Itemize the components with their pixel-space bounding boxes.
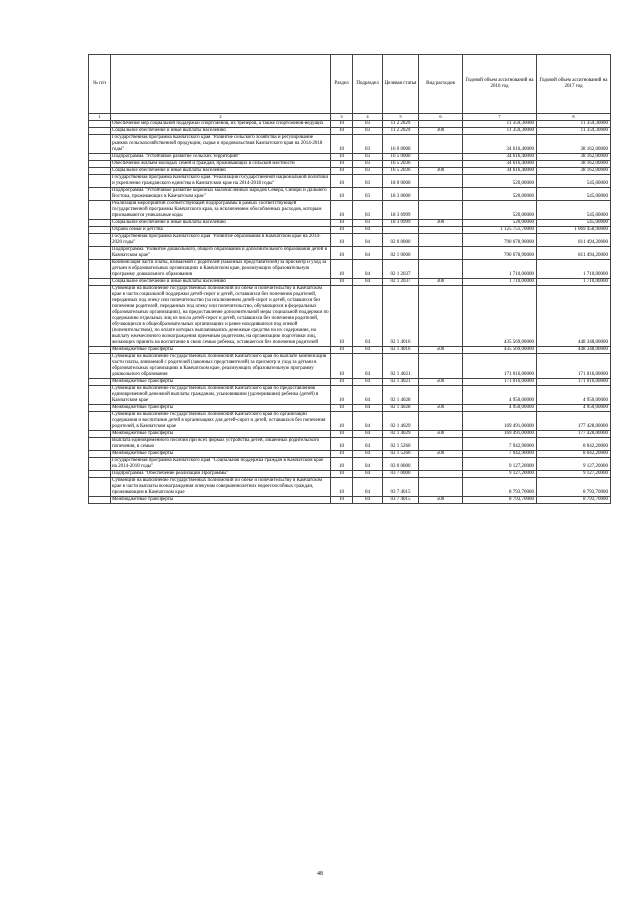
row-vid-cell bbox=[419, 154, 463, 161]
row-num-cell bbox=[89, 497, 111, 504]
row-2016-cell: 4 950,00000 bbox=[463, 405, 537, 412]
table-row bbox=[89, 168, 611, 175]
row-vid-cell bbox=[419, 412, 463, 431]
row-vid-cell bbox=[419, 471, 463, 478]
row-num-cell bbox=[89, 154, 111, 161]
row-vid-cell bbox=[419, 478, 463, 497]
header-2016: Годовой объем ассигнований на 2016 год bbox=[463, 55, 537, 114]
row-2017-cell: 38 162,00000 bbox=[537, 154, 611, 161]
row-num-cell bbox=[89, 128, 111, 135]
row-2017-cell: 8 042,20000 bbox=[537, 438, 611, 451]
row-statya-cell: 02 1 5260 bbox=[383, 438, 419, 451]
row-name-cell: Социальное обеспечение и иные выплаты населению bbox=[111, 128, 331, 135]
row-2016-cell: 11 359,30000 bbox=[463, 121, 537, 128]
row-podrazdel-cell: 04 bbox=[353, 379, 383, 386]
row-podrazdel-cell: 04 bbox=[353, 438, 383, 451]
table-row bbox=[89, 279, 611, 286]
column-number: 2 bbox=[111, 114, 331, 121]
row-2017-cell: 4 950,00000 bbox=[537, 405, 611, 412]
row-name-cell: Субвенции на выполнение государственных полномочий Камчатского края по предоставлению единовременной денежной выплаты гражданам, усыновившим (удочерившим) ребенка (детей) в Камчатском крае bbox=[111, 386, 331, 405]
row-2016-cell: 435 569,00000 bbox=[463, 286, 537, 347]
row-num-cell bbox=[89, 405, 111, 412]
row-podrazdel-cell: 03 bbox=[353, 188, 383, 201]
row-num-cell bbox=[89, 431, 111, 438]
column-number: 3 bbox=[331, 114, 353, 121]
table-row bbox=[89, 347, 611, 354]
row-vid-cell bbox=[419, 354, 463, 379]
row-podrazdel-cell: 03 bbox=[353, 154, 383, 161]
table-body bbox=[89, 121, 611, 504]
row-2017-cell: 8 042,20000 bbox=[537, 451, 611, 458]
row-2017-cell: 171 016,00000 bbox=[537, 354, 611, 379]
row-num-cell bbox=[89, 438, 111, 451]
row-vid-cell bbox=[419, 234, 463, 247]
column-number: 5 bbox=[383, 114, 419, 121]
row-2016-cell: 1 125 751,70000 bbox=[463, 227, 537, 234]
row-statya-cell: 02 1 0000 bbox=[383, 247, 419, 260]
row-2016-cell: 11 359,30000 bbox=[463, 128, 537, 135]
row-razdel-cell: 10 bbox=[331, 386, 353, 405]
row-2017-cell: 9 127,20000 bbox=[537, 471, 611, 478]
table-row bbox=[89, 497, 611, 504]
row-statya-cell: 16 0 0000 bbox=[383, 135, 419, 154]
row-2016-cell: 34 616,40000 bbox=[463, 154, 537, 161]
row-razdel-cell: 10 bbox=[331, 286, 353, 347]
table-row bbox=[89, 121, 611, 128]
row-statya-cell: 03 7 4015 bbox=[383, 478, 419, 497]
row-vid-cell: 300 bbox=[419, 128, 463, 135]
row-razdel-cell: 10 bbox=[331, 438, 353, 451]
row-2016-cell: 520,00000 bbox=[463, 220, 537, 227]
row-statya-cell: 02 1 4021 bbox=[383, 379, 419, 386]
row-statya-cell: 18 3 0999 bbox=[383, 220, 419, 227]
table-row bbox=[89, 234, 611, 247]
header-razdel: Раздел bbox=[331, 55, 353, 114]
row-2016-cell: 520,00000 bbox=[463, 175, 537, 188]
row-2017-cell: 177 428,00000 bbox=[537, 431, 611, 438]
row-podrazdel-cell: 04 bbox=[353, 405, 383, 412]
table-row bbox=[89, 286, 611, 347]
row-2016-cell: 790 678,90000 bbox=[463, 234, 537, 247]
row-statya-cell: 18 0 0000 bbox=[383, 175, 419, 188]
row-razdel-cell: 10 bbox=[331, 247, 353, 260]
row-2017-cell: 8 793,70000 bbox=[537, 497, 611, 504]
row-2017-cell: 9 127,20000 bbox=[537, 458, 611, 471]
row-razdel-cell: 10 bbox=[331, 128, 353, 135]
row-podrazdel-cell: 03 bbox=[353, 161, 383, 168]
row-vid-cell: 500 bbox=[419, 497, 463, 504]
row-vid-cell bbox=[419, 161, 463, 168]
row-podrazdel-cell: 04 bbox=[353, 286, 383, 347]
row-razdel-cell: 10 bbox=[331, 175, 353, 188]
row-razdel-cell: 10 bbox=[331, 497, 353, 504]
table-row bbox=[89, 201, 611, 220]
row-statya-cell: 02 1 4021 bbox=[383, 354, 419, 379]
row-2016-cell: 520,00000 bbox=[463, 201, 537, 220]
table-row bbox=[89, 128, 611, 135]
row-razdel-cell: 10 bbox=[331, 478, 353, 497]
row-razdel-cell: 10 bbox=[331, 188, 353, 201]
row-podrazdel-cell: 04 bbox=[353, 354, 383, 379]
row-num-cell bbox=[89, 135, 111, 154]
row-num-cell bbox=[89, 175, 111, 188]
row-vid-cell bbox=[419, 188, 463, 201]
row-2017-cell: 177 428,00000 bbox=[537, 412, 611, 431]
row-2017-cell: 11 359,30000 bbox=[537, 128, 611, 135]
row-num-cell bbox=[89, 478, 111, 497]
row-razdel-cell: 10 bbox=[331, 379, 353, 386]
row-statya-cell: 11 2 2029 bbox=[383, 128, 419, 135]
row-podrazdel-cell: 03 bbox=[353, 128, 383, 135]
row-statya-cell: 03 0 0000 bbox=[383, 458, 419, 471]
table-row bbox=[89, 379, 611, 386]
table-row bbox=[89, 135, 611, 154]
row-name-cell: Охрана семьи и детства bbox=[111, 227, 331, 234]
row-razdel-cell: 10 bbox=[331, 347, 353, 354]
column-number-row bbox=[89, 114, 611, 121]
header-statya: Целевая статья bbox=[383, 55, 419, 114]
row-razdel-cell: 10 bbox=[331, 260, 353, 279]
row-podrazdel-cell: 04 bbox=[353, 412, 383, 431]
row-statya-cell: 02 1 4016 bbox=[383, 286, 419, 347]
row-2016-cell: 169 491,00000 bbox=[463, 431, 537, 438]
row-2017-cell: 545,00000 bbox=[537, 175, 611, 188]
column-number: 1 bbox=[89, 114, 111, 121]
row-num-cell bbox=[89, 451, 111, 458]
row-name-cell: Государственная программа Камчатского края "Социальная поддержка граждан в Камчатском крае на 2014-2018 годы" bbox=[111, 458, 331, 471]
row-podrazdel-cell: 04 bbox=[353, 279, 383, 286]
row-name-cell: Государственная программа Камчатского края "Развитие сельского хозяйства и регулирование рынков сельскохозяйственной продукции, сырья и продовольствия Камчатского края на 2014-2018 годы" bbox=[111, 135, 331, 154]
row-2017-cell: 545,00000 bbox=[537, 220, 611, 227]
table-row bbox=[89, 354, 611, 379]
row-podrazdel-cell: 04 bbox=[353, 386, 383, 405]
row-num-cell bbox=[89, 234, 111, 247]
row-num-cell bbox=[89, 247, 111, 260]
row-2016-cell: 435 569,00000 bbox=[463, 347, 537, 354]
row-name-cell: Межбюджетные трансферты bbox=[111, 347, 331, 354]
row-podrazdel-cell: 03 bbox=[353, 168, 383, 175]
row-name-cell: Подпрограмма "Развитие дошкольного, общего образования и дополнительного образования детей в Камчатском крае" bbox=[111, 247, 331, 260]
table-row bbox=[89, 161, 611, 168]
row-statya-cell: 18 3 0000 bbox=[383, 188, 419, 201]
row-name-cell: Субвенции на выполнение государственных полномочий по опеке и попечительству в Камчатском крае в части социальной поддержки детей-сирот и детей, оставшихся без попечения родителей, переданных под опеку или попечительство (за исключением детей-сирот и детей, оставшихся без попечения родителей, переданных под опеку или попечительство, обучающихся в федеральных образовательных организациях), на предоставление дополнительной меры социальной поддержки по содержанию отдельных лиц из числа детей-сирот и детей, оставшихся без попечения родителей, обучающихся в общеобразовательных организациях и ранее находившихся под опекой (попечительством), по оплате которых выплачивались денежные средства на их содержание, на выплату ежемесячного вознаграждения приемным родителям, на организацию подготовки лиц, желающих принять на воспитание в свою семью ребенка, оставшегося без попечения родителей bbox=[112, 286, 329, 345]
row-2016-cell: 34 616,40000 bbox=[463, 161, 537, 168]
row-podrazdel-cell: 04 bbox=[353, 471, 383, 478]
budget-table bbox=[88, 54, 611, 504]
row-vid-cell: 500 bbox=[419, 431, 463, 438]
row-vid-cell bbox=[419, 247, 463, 260]
row-podrazdel-cell: 04 bbox=[353, 478, 383, 497]
row-razdel-cell: 10 bbox=[331, 405, 353, 412]
table-row bbox=[89, 471, 611, 478]
row-2016-cell: 171 016,00000 bbox=[463, 379, 537, 386]
table-row bbox=[89, 405, 611, 412]
row-vid-cell: 500 bbox=[419, 451, 463, 458]
row-statya-cell: 02 1 4029 bbox=[383, 431, 419, 438]
row-statya-cell: 02 1 4016 bbox=[383, 347, 419, 354]
row-2017-cell: 38 162,00000 bbox=[537, 168, 611, 175]
row-vid-cell: 500 bbox=[419, 405, 463, 412]
row-2016-cell: 520,00000 bbox=[463, 188, 537, 201]
row-2016-cell: 34 616,40000 bbox=[463, 168, 537, 175]
row-podrazdel-cell: 03 bbox=[353, 201, 383, 220]
row-name-cell: Государственная программа Камчатского края "Развитие образования в Камчатском крае на 2014-2020 годы" bbox=[111, 234, 331, 247]
row-statya-cell: 02 1 5260 bbox=[383, 451, 419, 458]
row-podrazdel-cell: 03 bbox=[353, 175, 383, 188]
row-num-cell bbox=[89, 286, 111, 347]
table-row bbox=[89, 227, 611, 234]
row-name-cell: Обеспечение мер социальной поддержки спортсменов, их тренеров, а также спортсменов-ведущих bbox=[111, 121, 331, 128]
row-statya-cell: 03 7 0000 bbox=[383, 471, 419, 478]
row-razdel-cell: 10 bbox=[331, 227, 353, 234]
row-vid-cell: 500 bbox=[419, 379, 463, 386]
row-name-cell: Межбюджетные трансферты bbox=[111, 451, 331, 458]
row-podrazdel-cell: 04 bbox=[353, 451, 383, 458]
row-num-cell bbox=[89, 161, 111, 168]
row-vid-cell bbox=[419, 201, 463, 220]
row-name-cell: Межбюджетные трансферты bbox=[111, 405, 331, 412]
row-razdel-cell: 10 bbox=[331, 431, 353, 438]
row-name-cell: Компенсация части платы, взимаемой с родителей (законных представителей) за присмотр и уход за детьми в образовательных организациях в Камчатском крае, реализующих образовательную программу дошкольного образования bbox=[111, 260, 331, 279]
row-2017-cell: 545,00000 bbox=[537, 188, 611, 201]
row-name-cell: Подпрограмма "Обеспечение реализации Программы" bbox=[111, 471, 331, 478]
column-number: 8 bbox=[537, 114, 611, 121]
row-2017-cell: 1 069 458,90000 bbox=[537, 227, 611, 234]
row-2017-cell: 811 494,20000 bbox=[537, 247, 611, 260]
row-name-cell: Социальное обеспечение и иные выплаты населению bbox=[111, 168, 331, 175]
row-vid-cell: 300 bbox=[419, 279, 463, 286]
column-number: 4 bbox=[353, 114, 383, 121]
row-name-cell: Подпрограмма "Устойчивое развитие коренных малочисленных народов Севера, Сибири и Дальнего Востока, проживающих в Камчатском крае" bbox=[111, 188, 331, 201]
row-name-cell: Межбюджетные трансферты bbox=[111, 379, 331, 386]
column-number: 7 bbox=[463, 114, 537, 121]
row-podrazdel-cell: 03 bbox=[353, 121, 383, 128]
row-vid-cell: 500 bbox=[419, 347, 463, 354]
row-vid-cell bbox=[419, 121, 463, 128]
row-num-cell bbox=[89, 188, 111, 201]
row-razdel-cell: 10 bbox=[331, 451, 353, 458]
row-razdel-cell: 10 bbox=[331, 471, 353, 478]
header-num: № п/п bbox=[89, 55, 111, 114]
row-podrazdel-cell: 04 bbox=[353, 347, 383, 354]
row-num-cell bbox=[89, 471, 111, 478]
row-num-cell bbox=[89, 220, 111, 227]
row-statya-cell: 02 0 0000 bbox=[383, 234, 419, 247]
row-num-cell bbox=[89, 201, 111, 220]
row-2017-cell: 448 348,00000 bbox=[537, 286, 611, 347]
row-name-cell: Субвенции на выполнение государственных полномочий Камчатского края по выплате компенсации части платы, взимаемой с родителей (законных представителей) за присмотр и уход за детьми в образовательных организациях в Камчатском крае, реализующих образовательную программу дошкольного образования bbox=[111, 354, 331, 379]
row-vid-cell bbox=[419, 286, 463, 347]
row-name-cell: Подпрограмма "Устойчивое развитие сельских территорий" bbox=[111, 154, 331, 161]
row-statya-cell: 02 1 2037 bbox=[383, 279, 419, 286]
row-statya-cell: 02 1 4028 bbox=[383, 405, 419, 412]
header-podrazdel: Подраздел bbox=[353, 55, 383, 114]
row-statya-cell: 03 7 4015 bbox=[383, 497, 419, 504]
row-vid-cell bbox=[419, 386, 463, 405]
row-vid-cell bbox=[419, 175, 463, 188]
row-2017-cell: 8 793,70000 bbox=[537, 478, 611, 497]
row-2016-cell: 8 793,70000 bbox=[463, 497, 537, 504]
row-name-cell: Межбюджетные трансферты bbox=[111, 431, 331, 438]
row-razdel-cell: 10 bbox=[331, 168, 353, 175]
row-2017-cell: 4 950,00000 bbox=[537, 386, 611, 405]
row-2017-cell: 1 710,00000 bbox=[537, 279, 611, 286]
row-razdel-cell: 10 bbox=[331, 201, 353, 220]
row-razdel-cell: 10 bbox=[331, 220, 353, 227]
row-statya-cell bbox=[383, 227, 419, 234]
row-2016-cell: 790 678,90000 bbox=[463, 247, 537, 260]
row-2017-cell: 11 359,30000 bbox=[537, 121, 611, 128]
row-razdel-cell: 10 bbox=[331, 354, 353, 379]
row-statya-cell: 02 1 2037 bbox=[383, 260, 419, 279]
row-num-cell bbox=[89, 279, 111, 286]
budget-table-sheet bbox=[88, 54, 610, 504]
row-2016-cell: 4 950,00000 bbox=[463, 386, 537, 405]
row-2016-cell: 8 793,70000 bbox=[463, 478, 537, 497]
row-2016-cell: 9 127,20000 bbox=[463, 471, 537, 478]
table-row bbox=[89, 260, 611, 279]
row-podrazdel-cell: 03 bbox=[353, 135, 383, 154]
row-statya-cell: 02 1 4029 bbox=[383, 412, 419, 431]
row-podrazdel-cell: 04 bbox=[353, 497, 383, 504]
row-2017-cell: 811 494,20000 bbox=[537, 234, 611, 247]
row-2016-cell: 1 710,00000 bbox=[463, 279, 537, 286]
row-2017-cell: 171 016,00000 bbox=[537, 379, 611, 386]
row-razdel-cell: 10 bbox=[331, 279, 353, 286]
row-podrazdel-cell: 04 bbox=[353, 458, 383, 471]
row-podrazdel-cell: 03 bbox=[353, 220, 383, 227]
row-2017-cell: 448 348,00000 bbox=[537, 347, 611, 354]
row-vid-cell bbox=[419, 458, 463, 471]
row-2017-cell: 38 162,00000 bbox=[537, 161, 611, 168]
header-vid: Вид расходов bbox=[419, 55, 463, 114]
row-podrazdel-cell: 04 bbox=[353, 247, 383, 260]
row-name-cell: Обеспечение жильем молодых семей и граждан, проживающих в сельской местности bbox=[111, 161, 331, 168]
row-podrazdel-cell: 04 bbox=[353, 227, 383, 234]
table-row bbox=[89, 247, 611, 260]
row-podrazdel-cell: 04 bbox=[353, 260, 383, 279]
table-row bbox=[89, 386, 611, 405]
row-vid-cell bbox=[419, 227, 463, 234]
row-name-cell: Социальное обеспечение и иные выплаты населению bbox=[111, 220, 331, 227]
table-row bbox=[89, 220, 611, 227]
row-name-cell: Межбюджетные трансферты bbox=[111, 497, 331, 504]
row-num-cell bbox=[89, 458, 111, 471]
table-row bbox=[89, 188, 611, 201]
row-2016-cell: 9 127,20000 bbox=[463, 458, 537, 471]
row-razdel-cell: 10 bbox=[331, 412, 353, 431]
header-name bbox=[111, 55, 331, 114]
row-2016-cell: 169 491,00000 bbox=[463, 412, 537, 431]
row-podrazdel-cell: 04 bbox=[353, 234, 383, 247]
table-header-row bbox=[89, 55, 611, 114]
row-2017-cell: 545,00000 bbox=[537, 201, 611, 220]
row-statya-cell: 11 2 2029 bbox=[383, 121, 419, 128]
row-podrazdel-cell: 04 bbox=[353, 431, 383, 438]
row-num-cell bbox=[89, 227, 111, 234]
table-row bbox=[89, 154, 611, 161]
table-row bbox=[89, 458, 611, 471]
row-name-cell: Субвенции на выполнение государственных полномочий по опеке и попечительству в Камчатском крае в части выплаты вознаграждения опекунам совершеннолетних недееспособных граждан, проживающим в Камчатском крае bbox=[111, 478, 331, 497]
row-2016-cell: 7 942,90000 bbox=[463, 438, 537, 451]
row-vid-cell bbox=[419, 438, 463, 451]
row-num-cell bbox=[89, 121, 111, 128]
row-vid-cell bbox=[419, 260, 463, 279]
row-vid-cell: 300 bbox=[419, 168, 463, 175]
row-name-cell: Субвенции на выполнение государственных полномочий Камчатского края по организации содержания и воспитания детей в организациях для детей-сирот и детей, оставшихся без попечения родителей, в Камчатском крае bbox=[111, 412, 331, 431]
row-statya-cell: 16 5 0000 bbox=[383, 154, 419, 161]
row-num-cell bbox=[89, 412, 111, 431]
header-2017: Годовой объем ассигнований на 2017 год bbox=[537, 55, 611, 114]
row-2017-cell: 1 710,00000 bbox=[537, 260, 611, 279]
row-statya-cell: 18 3 0999 bbox=[383, 201, 419, 220]
table-row bbox=[89, 438, 611, 451]
row-num-cell bbox=[89, 386, 111, 405]
row-vid-cell: 300 bbox=[419, 220, 463, 227]
row-name-cell: Реализация мероприятий соответствующей подпрограммы в рамках соответствующей государственной программы Камчатского края, за исключением обособленных расходов, которым присваиваются уникальные коды bbox=[111, 201, 331, 220]
row-razdel-cell: 10 bbox=[331, 458, 353, 471]
row-2016-cell: 171 016,00000 bbox=[463, 354, 537, 379]
row-num-cell bbox=[89, 354, 111, 379]
row-num-cell bbox=[89, 379, 111, 386]
row-2016-cell: 34 616,40000 bbox=[463, 135, 537, 154]
row-name-cell: Выплата единовременного пособия при всех формах устройства детей, лишенных родительского попечения, в семью bbox=[111, 438, 331, 451]
row-razdel-cell: 10 bbox=[331, 234, 353, 247]
row-razdel-cell: 10 bbox=[331, 135, 353, 154]
row-num-cell bbox=[89, 260, 111, 279]
row-razdel-cell: 10 bbox=[331, 121, 353, 128]
row-2017-cell: 38 162,00000 bbox=[537, 135, 611, 154]
row-statya-cell: 16 5 2036 bbox=[383, 168, 419, 175]
row-num-cell bbox=[89, 347, 111, 354]
table-row bbox=[89, 431, 611, 438]
row-name-cell: Социальное обеспечение и иные выплаты населению bbox=[111, 279, 331, 286]
table-row bbox=[89, 451, 611, 458]
row-razdel-cell: 10 bbox=[331, 154, 353, 161]
row-vid-cell bbox=[419, 135, 463, 154]
row-name-cell: Государственная программа Камчатского края "Реализация государственной национальной политики и укрепление гражданского единства в Камчатском крае на 2014-2018 годы" bbox=[111, 175, 331, 188]
row-statya-cell: 16 5 2036 bbox=[383, 161, 419, 168]
row-num-cell bbox=[89, 168, 111, 175]
row-statya-cell: 02 1 4028 bbox=[383, 386, 419, 405]
row-2016-cell: 7 942,90000 bbox=[463, 451, 537, 458]
row-2016-cell: 1 710,00000 bbox=[463, 260, 537, 279]
column-number: 6 bbox=[419, 114, 463, 121]
page-number: 48 bbox=[317, 871, 323, 877]
table-row bbox=[89, 478, 611, 497]
row-razdel-cell: 10 bbox=[331, 161, 353, 168]
table-row bbox=[89, 412, 611, 431]
table-row bbox=[89, 175, 611, 188]
